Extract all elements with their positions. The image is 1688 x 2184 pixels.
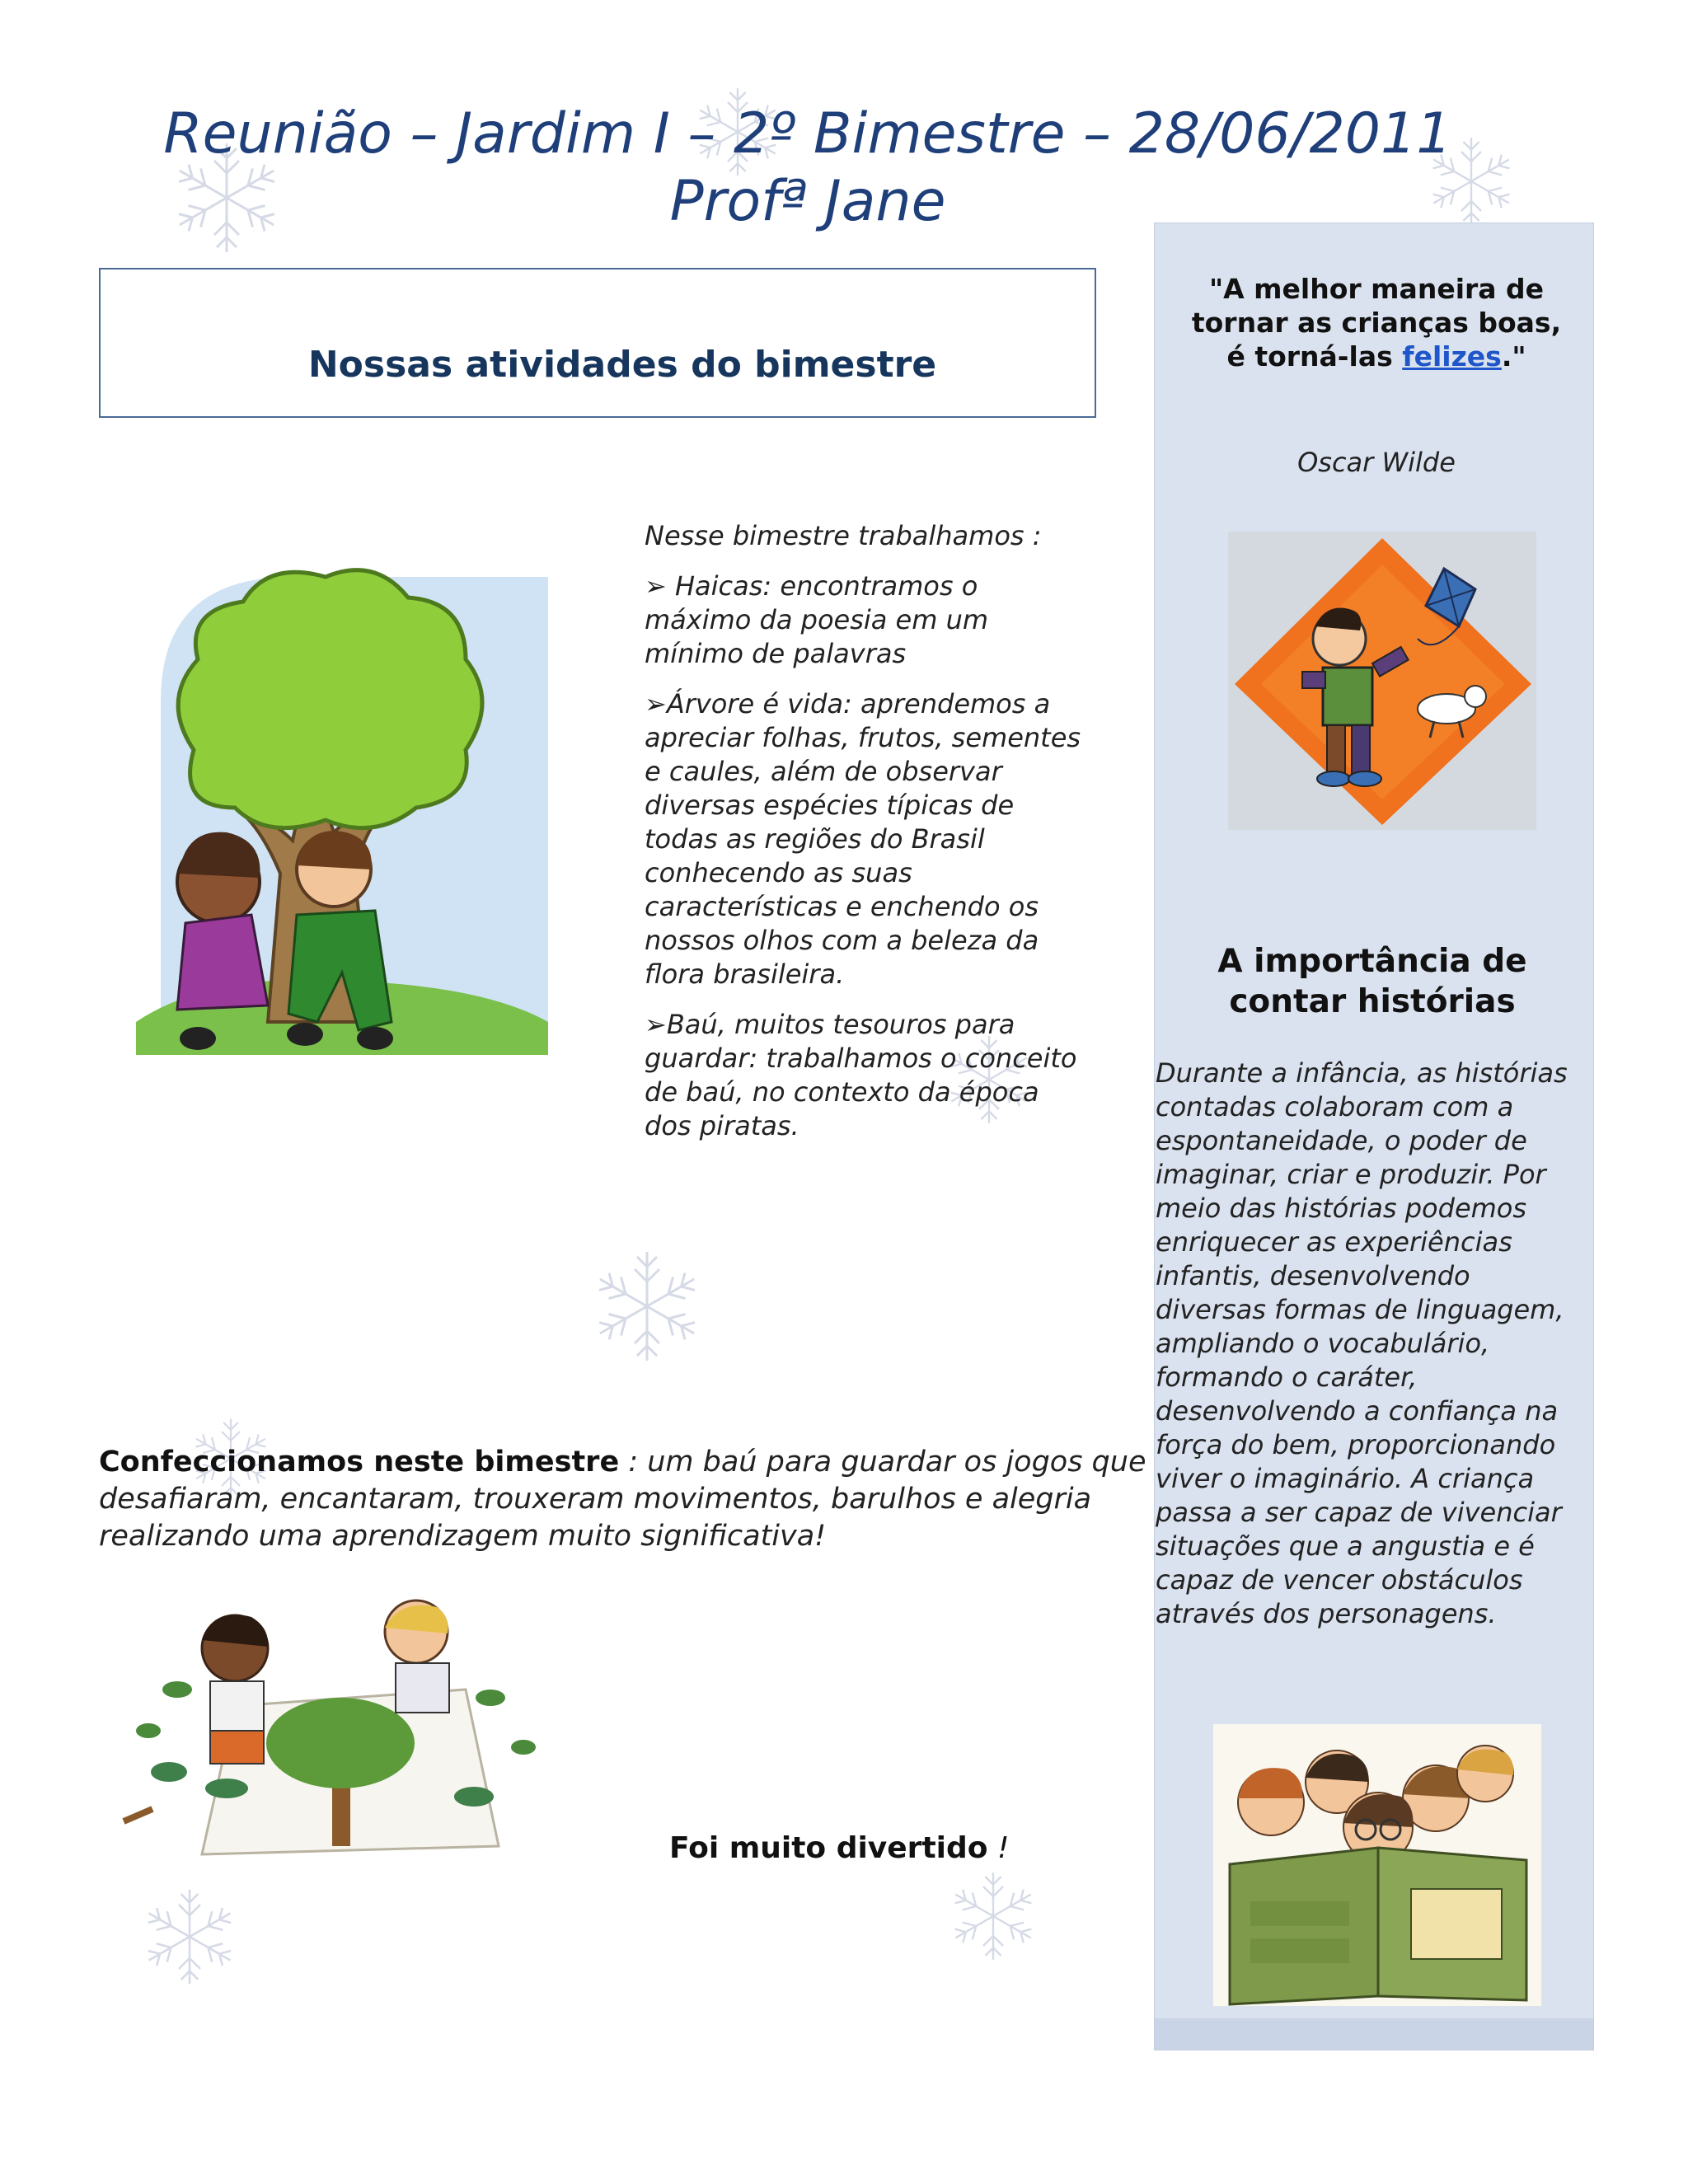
teacher-name: Profª Jane <box>669 169 946 234</box>
children-painting-tree-illustration <box>120 1599 548 1863</box>
activity-item-arvore: ➢Árvore é vida: aprendemos a apreciar folhas, frutos, sementes e caules, além de observar diversas espécies típicas de todas as regiões do Brasil conhecendo as suas características e enchendo os nossos olhos com a beleza da flora brasileira. <box>645 688 1081 990</box>
activities-heading-box <box>99 268 1096 418</box>
quote-link[interactable]: felizes <box>1402 340 1502 373</box>
children-reading-illustration <box>1213 1724 1541 2006</box>
fun-text-exclamation: ! <box>987 1831 1010 1865</box>
page-title: Reunião – Jardim I – 2º Bimestre – 28/06/2011 <box>163 101 1452 166</box>
sidebar-bottom-band <box>1155 2018 1593 2050</box>
snowflake-icon <box>944 1867 1043 1966</box>
made-text: um baú para guardar os jogos que desafiaram, encantaram, trouxeram movimentos, barulhos e alegria realizando uma aprendizagem muito significativa! <box>99 1446 1146 1553</box>
quote-end: ." <box>1501 340 1526 373</box>
fun-text-main: Foi muito divertido <box>669 1831 988 1865</box>
quote-text: "A melhor maneira de tornar as crianças boas, é torná-las <box>1191 273 1562 373</box>
snowflake-icon <box>585 1244 709 1368</box>
snowflake-icon <box>136 1883 243 1990</box>
activity-item-haicas: ➢ Haicas: encontramos o máximo da poesia em um mínimo de palavras <box>645 570 989 669</box>
children-hugging-tree-illustration <box>128 560 548 1071</box>
kite-boy-illustration <box>1228 532 1536 830</box>
activities-intro: Nesse bimestre trabalhamos : <box>645 520 1042 551</box>
activities-list <box>645 519 1090 1160</box>
stories-heading: A importância de contar histórias <box>1217 943 1527 1020</box>
activities-heading: Nossas atividades do bimestre <box>307 344 937 386</box>
activity-item-bau: ➢Baú, muitos tesouros para guardar: trabalhamos o conceito de baú, no contexto da época dos piratas. <box>645 1009 1077 1141</box>
quote <box>1179 272 1574 373</box>
made-separator: : <box>619 1446 648 1479</box>
made-paragraph <box>99 1444 1154 1555</box>
quote-author: Oscar Wilde <box>1297 447 1456 478</box>
made-label: Confeccionamos neste bimestre <box>99 1446 620 1479</box>
stories-text: Durante a infância, as histórias contadas colaboram com a espontaneidade, o poder de imaginar, criar e produzir. Por meio das histórias podemos enriquecer as experiências infantis, desenvolvendo diversas formas de linguagem, ampliando o vocabulário, formando o caráter, desenvolvendo a confiança na força do bem, proporcionando viver o imaginário. A criança passa a ser capaz de vivenciar situações que a angustia e é capaz de vencer obstáculos através dos personagens. <box>1156 1057 1568 1629</box>
fun-text <box>669 1831 1009 1865</box>
